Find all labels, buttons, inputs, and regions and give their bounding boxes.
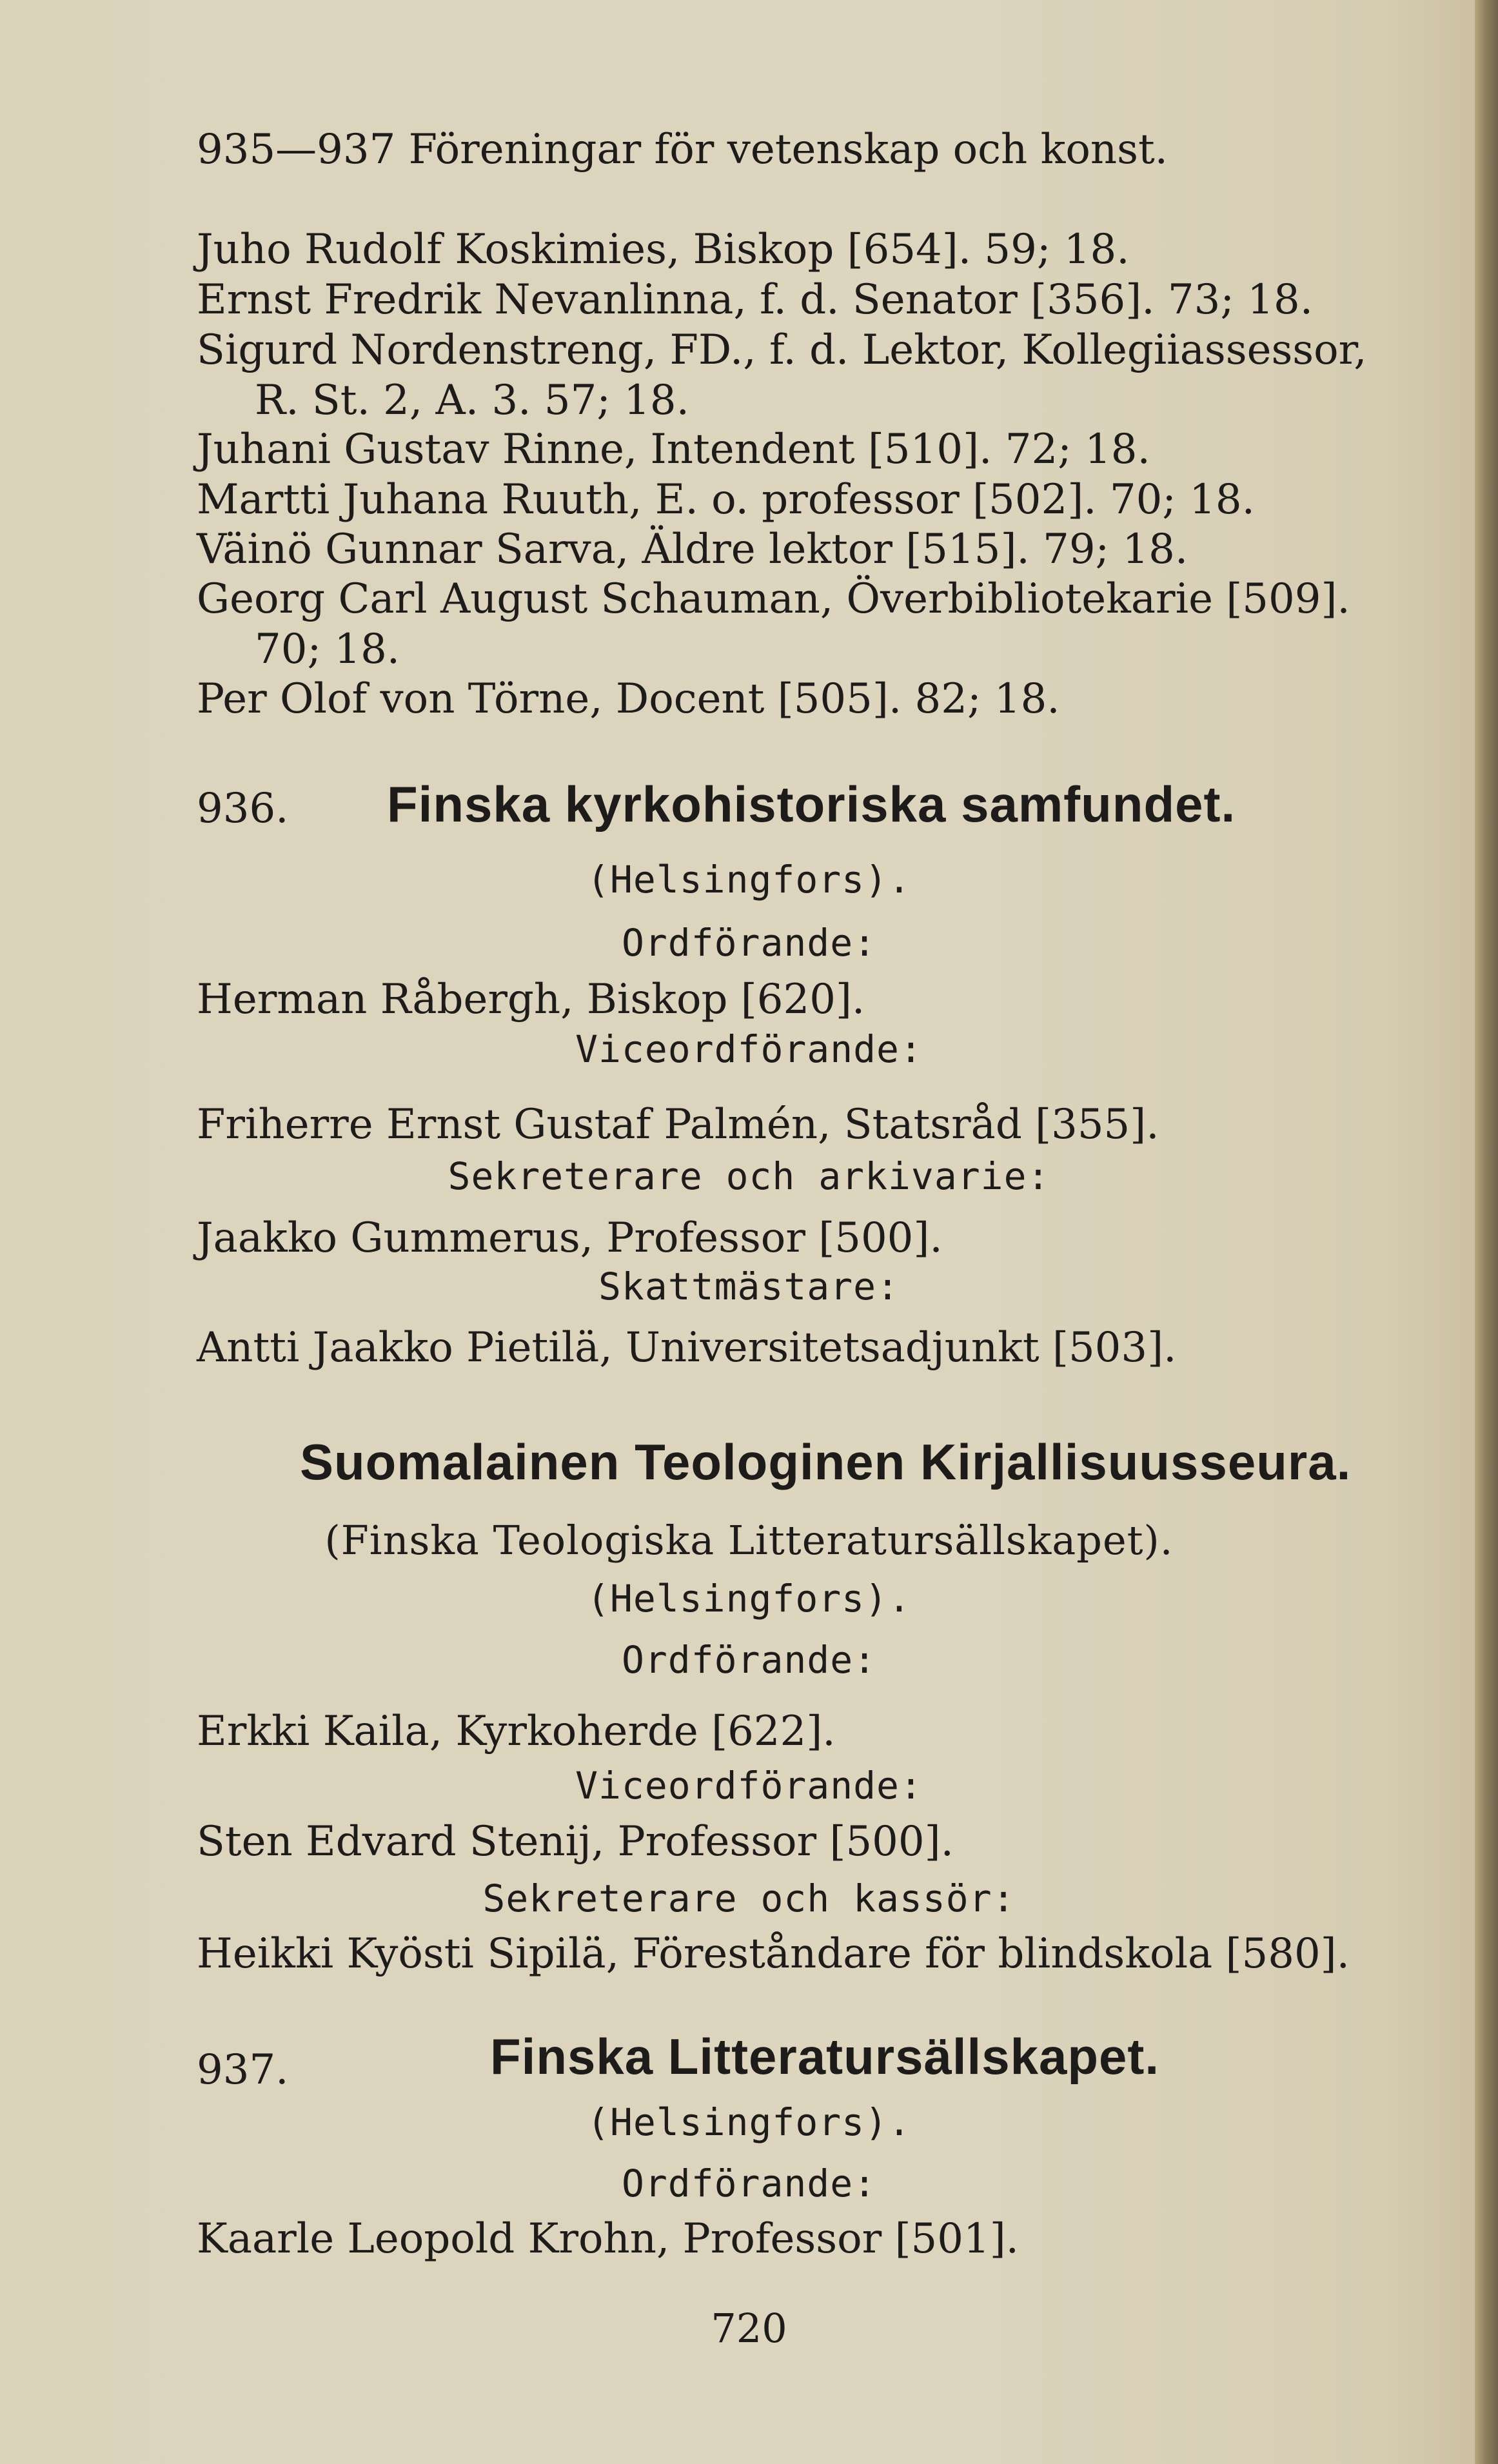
- role-label: Viceordförande:: [575, 1764, 923, 1808]
- role-label: Ordförande:: [621, 2162, 877, 2205]
- member-line: R. St. 2, A. 3. 57; 18.: [255, 377, 689, 424]
- member-line: 70; 18.: [255, 626, 400, 673]
- section-number: 936.: [197, 785, 289, 833]
- role-label: Sekreterare och kassör:: [482, 1877, 1016, 1920]
- person-line: Friherre Ernst Gustaf Palmén, Statsråd [355].: [197, 1101, 1159, 1148]
- person-line: Herman Råbergh, Biskop [620].: [197, 976, 865, 1023]
- section-title: Suomalainen Teologinen Kirjallisuusseura.: [300, 1434, 1352, 1490]
- member-line: Väinö Gunnar Sarva, Äldre lektor [515]. 79; 18.: [197, 526, 1188, 573]
- role-label: Ordförande:: [621, 921, 877, 965]
- section-location: (Helsingfors).: [587, 858, 911, 902]
- person-line: Erkki Kaila, Kyrkoherde [622].: [197, 1708, 836, 1755]
- section-title: Finska Litteratursällskapet.: [490, 2028, 1160, 2085]
- person-line: Heikki Kyösti Sipilä, Föreståndare för blindskola [580].: [197, 1930, 1350, 1978]
- page-number: 720: [711, 2305, 787, 2352]
- person-line: Kaarle Leopold Krohn, Professor [501].: [197, 2215, 1019, 2263]
- section-title: Finska kyrkohistoriska samfundet.: [387, 776, 1236, 833]
- role-label: Ordförande:: [621, 1638, 877, 1682]
- member-line: Juho Rudolf Koskimies, Biskop [654]. 59; 18.: [197, 226, 1130, 273]
- member-line: Juhani Gustav Rinne, Intendent [510]. 72; 18.: [197, 426, 1150, 473]
- section-number: 937.: [197, 2046, 289, 2094]
- section-location: (Helsingfors).: [587, 2100, 911, 2144]
- person-line: Antti Jaakko Pietilä, Universitetsadjunkt [503].: [197, 1324, 1177, 1372]
- page-edge: [1475, 0, 1498, 2464]
- role-label: Viceordförande:: [575, 1027, 923, 1071]
- role-label: Skattmästare:: [598, 1265, 900, 1308]
- member-line: Ernst Fredrik Nevanlinna, f. d. Senator [356]. 73; 18.: [197, 276, 1314, 324]
- running-header: 935—937 Föreningar för vetenskap och konst.: [197, 126, 1168, 173]
- member-line: Per Olof von Törne, Docent [505]. 82; 18.: [197, 675, 1060, 723]
- section-subtitle: (Finska Teologiska Litteratursällskapet).: [324, 1517, 1174, 1564]
- person-line: Sten Edvard Stenij, Professor [500].: [197, 1818, 954, 1866]
- member-line: Georg Carl August Schauman, Överbibliotekarie [509].: [197, 575, 1350, 623]
- section-location: (Helsingfors).: [587, 1577, 911, 1621]
- member-line: Sigurd Nordenstreng, FD., f. d. Lektor, Kollegiiassessor,: [197, 326, 1367, 374]
- member-line: Martti Juhana Ruuth, E. o. professor [502]. 70; 18.: [197, 476, 1255, 524]
- person-line: Jaakko Gummerus, Professor [500].: [197, 1214, 943, 1262]
- role-label: Sekreterare och arkivarie:: [448, 1154, 1050, 1198]
